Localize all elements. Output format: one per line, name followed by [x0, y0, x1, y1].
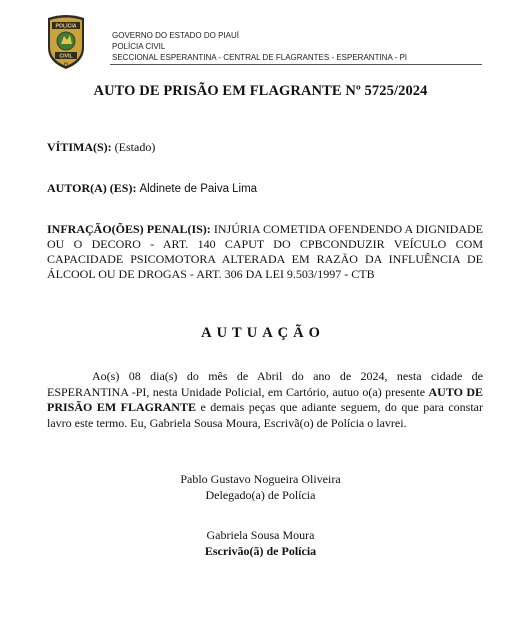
paragraph-bold-text: AUTO DE PRISÃO EM FLAGRANTE: [47, 384, 483, 414]
escrivao-signature: [0, 528, 521, 559]
victim-field: [47, 140, 483, 155]
header-text-block: [112, 30, 407, 63]
paragraph-text-part2: e demais peças que adiante seguem, do que para constar lavro este termo. Eu, Gabriela Sousa Moura, Escrivã(o) de Polícia o lavrei.: [47, 400, 483, 430]
header-section-line: SECCIONAL ESPERANTINA - CENTRAL DE FLAGRANTES - ESPERANTINA - PI: [112, 53, 408, 62]
escrivao-role: Escrivão(ã) de Polícia: [204, 543, 317, 558]
paragraph-text-part1: Ao(s) 08 dia(s) do mês de Abril do ano de 2024, nesta cidade de ESPERANTINA -PI, nesta Unidade Policial, em Cartório, autuo o(a) presente: [47, 369, 483, 399]
victim-label: VÍTIMA(S):: [47, 140, 112, 154]
policia-civil-badge-icon: [44, 14, 88, 70]
section-title-autuacao: AUTUAÇÃO: [201, 325, 325, 341]
escrivao-name: Gabriela Sousa Moura: [206, 528, 315, 542]
header-government-line: GOVERNO DO ESTADO DO PIAUÍ: [112, 31, 239, 40]
offense-value: INJÚRIA COMETIDA OFENDENDO A DIGNIDADE OU O DECORO - ART. 140 CAPUT DO CPBCONDUZIR VEÍCULO COM CAPACIDADE PSICOMOTORA ALTERADA EM RAZÃO DA INFLUÊNCIA DE ÁLCOOL OU DE DROGAS - ART. 306 DA LEI 9.503/1997 - CTB: [47, 222, 483, 281]
header-police-line: POLÍCIA CIVIL: [112, 42, 166, 51]
author-field: [47, 181, 483, 197]
author-value: Aldinete de Paiva Lima: [139, 183, 258, 195]
badge-top-text: POLÍCIA: [55, 23, 77, 30]
delegado-name: Pablo Gustavo Nogueira Oliveira: [180, 472, 341, 486]
badge-bottom-text: CIVIL: [59, 53, 73, 60]
header-divider: [110, 64, 482, 65]
offense-field: [47, 222, 483, 282]
offense-label: INFRAÇÃO(ÕES) PENAL(IS):: [47, 222, 211, 236]
delegado-signature: [0, 472, 521, 503]
autuacao-paragraph: [47, 369, 483, 431]
document-header: [40, 14, 482, 74]
document-title: AUTO DE PRISÃO EM FLAGRANTE Nº 5725/2024: [93, 83, 428, 99]
badge-state-text: PI: [64, 62, 68, 66]
author-label: AUTOR(A) (ES):: [47, 181, 137, 195]
victim-value: (Estado): [114, 140, 156, 154]
delegado-role: Delegado(a) de Polícia: [205, 487, 316, 502]
